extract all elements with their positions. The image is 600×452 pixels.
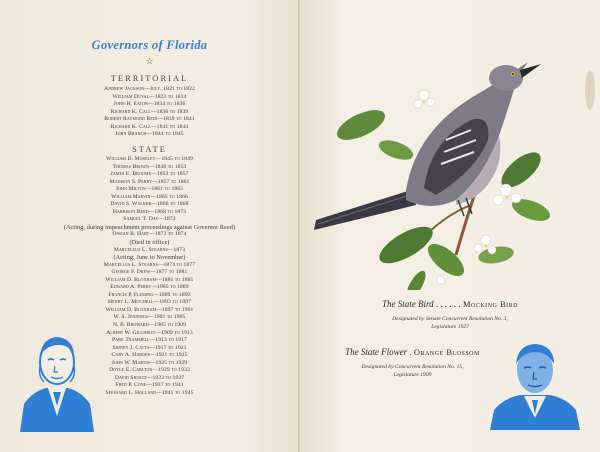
list-item: Madison S. Perry—1857 to 1861 bbox=[109, 178, 190, 185]
flower-legislature: Legislature 1909 bbox=[393, 372, 432, 378]
bird-caption-line bbox=[300, 299, 600, 309]
list-item: (Acting, June to November) bbox=[113, 254, 186, 262]
governor-portrait-right bbox=[490, 340, 580, 430]
flower-designation: Designated by Concurrent Resolution No. 15, bbox=[361, 364, 464, 370]
list-item: James E. Broome—1853 to 1857 bbox=[110, 171, 189, 178]
list-item: William D. Moseley—1845 to 1849 bbox=[106, 156, 193, 162]
governor-portrait-left bbox=[18, 326, 96, 432]
list-item: Andrew Jackson—July, 1821 to 1822 bbox=[104, 86, 195, 92]
list-item: Fred P. Cone—1937 to 1941 bbox=[115, 382, 184, 389]
list-item: William D. Bloxham—1881 to 1885 bbox=[105, 276, 194, 283]
bird-name: Mocking Bird bbox=[462, 299, 518, 309]
list-item: David S. Walker—1866 to 1868 bbox=[110, 201, 189, 208]
list-item: Doyle E. Carlton—1929 to 1933 bbox=[109, 367, 190, 374]
list-item: Francis P. Fleming—1889 to 1893 bbox=[108, 291, 191, 298]
list-item: Marcellus L. Stearns—1873 bbox=[113, 246, 186, 253]
list-item: Thomas Brown—1849 to 1853 bbox=[112, 163, 187, 170]
list-item: N. B. Broward—1905 to 1909 bbox=[112, 322, 187, 329]
list-item: Robert Raymond Reid—1839 to 1841 bbox=[104, 116, 195, 123]
mockingbird-illustration bbox=[306, 40, 551, 290]
list-item: (Acting, during impeachment proceedings against Governor Reed) bbox=[63, 223, 236, 231]
list-item: Ossian B. Hart—1873 to 1874 bbox=[112, 231, 187, 238]
list-item: William D. Bloxham—1897 to 1901 bbox=[105, 306, 194, 313]
flower-dots: . bbox=[407, 347, 414, 357]
list-item: Marcellus L. Stearns—1874 to 1877 bbox=[103, 261, 196, 268]
page-title: Governors of Florida bbox=[91, 38, 208, 52]
list-item: Harrison Reed—1868 to 1873 bbox=[112, 208, 187, 215]
list-item: Henry L. Mitchell—1893 to 1897 bbox=[108, 299, 191, 306]
star-ornament: ☆ bbox=[145, 56, 154, 66]
list-item: John Milton—1861 to 1865 bbox=[115, 186, 184, 193]
bird-designation: Designated by Senate Concurrent Resolution No. 3, bbox=[392, 316, 508, 322]
bird-legislature: Legislature 1927 bbox=[431, 324, 469, 330]
list-item: George F. Drew—1877 to 1881 bbox=[111, 269, 188, 276]
list-item: Park Trammell—1913 to 1917 bbox=[112, 337, 187, 344]
flower-title: The State Flower bbox=[345, 347, 408, 357]
state-heading: STATE bbox=[132, 144, 167, 154]
bird-dots: . . . . . . bbox=[433, 299, 463, 309]
list-item: (Died in office) bbox=[129, 239, 170, 247]
list-item: Samuel T. Day—1872 bbox=[123, 216, 176, 223]
bird-title: The State Bird bbox=[382, 299, 434, 309]
list-item: W. S. Jennings—1901 to 1905 bbox=[113, 314, 186, 321]
list-item: Cary A. Hardee—1921 to 1925 bbox=[111, 352, 188, 359]
list-item: John H. Eaton—1834 to 1836 bbox=[113, 101, 186, 108]
list-item: Richard K. Call—1836 to 1839 bbox=[110, 108, 189, 115]
list-item: John Branch—1844 to 1845 bbox=[115, 131, 184, 138]
list-item: John W. Martin—1925 to 1929 bbox=[111, 359, 188, 366]
list-item: Albert W. Gilchrist—1909 to 1913 bbox=[106, 329, 193, 336]
list-item: William Marvin—1865 to 1866 bbox=[111, 193, 188, 200]
flower-name: Orange Blossom bbox=[413, 347, 480, 357]
list-item: William Duval—1822 to 1834 bbox=[112, 93, 187, 100]
list-item: David Sholtz—1933 to 1937 bbox=[114, 374, 185, 381]
territorial-heading: TERRITORIAL bbox=[110, 73, 189, 83]
state-bird-caption bbox=[300, 299, 600, 331]
territorial-list bbox=[0, 86, 299, 139]
left-page bbox=[0, 0, 299, 452]
list-item: Edward A. Perry—1885 to 1889 bbox=[110, 284, 189, 291]
list-item: Sidney J. Catts—1917 to 1921 bbox=[112, 344, 187, 351]
paper-stain bbox=[585, 70, 595, 110]
list-item: Spessard L. Holland—1941 to 1945 bbox=[105, 389, 194, 396]
list-item: Richard K. Call—1841 to 1844 bbox=[110, 123, 189, 130]
